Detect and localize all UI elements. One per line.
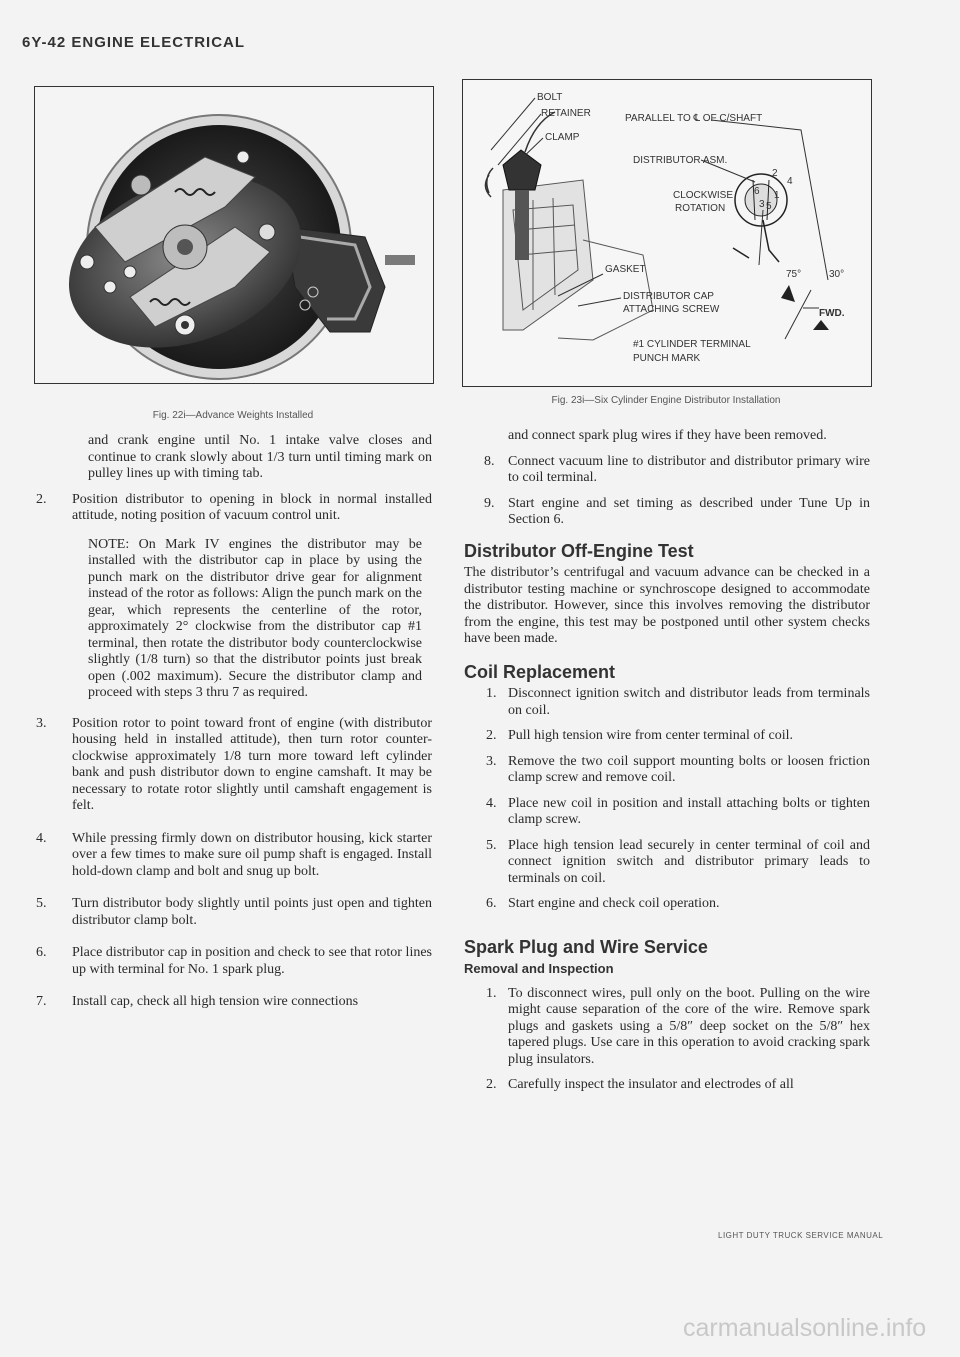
step-number: 5. (486, 837, 497, 853)
step-text: Start engine and set timing as described under Tune Up in Section 6. (508, 495, 870, 527)
step-text: Place new coil in position and install attaching bolts or tighten clamp screw. (508, 795, 870, 827)
step-number: 2. (36, 491, 47, 507)
step-number: 1. (486, 686, 497, 701)
step-number: 4. (486, 795, 497, 811)
step-text: Place high tension lead securely in center terminal of coil and connect ignition switch and distributor primary leads to terminals on coil. (508, 837, 870, 886)
step-text: Pull high tension wire from center terminal of coil. (508, 728, 793, 743)
heading-spark-plug-wire-service: Spark Plug and Wire Service (464, 936, 708, 957)
label-bolt: BOLT (537, 92, 563, 103)
step-text: Install cap, check all high tension wire connections (72, 994, 359, 1009)
advance-weights-illustration (35, 87, 433, 383)
subheading-removal-inspection: Removal and Inspection (464, 961, 614, 976)
label-clamp: CLAMP (545, 132, 580, 143)
step-text: Start engine and check coil operation. (508, 896, 720, 911)
spark-step-2 (464, 1077, 870, 1094)
step-text: Carefully inspect the insulator and electrodes of all (508, 1077, 794, 1092)
step-number: 9. (484, 495, 495, 511)
watermark: carmanualsonline.info (683, 1314, 927, 1342)
figure-caption-distributor-installation: Fig. 23i—Six Cylinder Engine Distributor Installation (551, 395, 781, 406)
step-text: Turn distributor body slightly until points just open and tighten distributor clamp bolt. (72, 896, 432, 928)
label-cap-screw-line1: DISTRIBUTOR CAP (623, 291, 714, 302)
label-rotation: ROTATION (675, 203, 726, 214)
step-6 (36, 945, 432, 978)
step-text: Position rotor to point toward front of engine (with distributor housing held in installed attitude), then turn rotor counter-clockwise approximately 1/8 turn more toward left cylinder bank and push distributor down to engine camshaft. It may be necessary to rotate rotor slightly until camshaft engagement is felt. (72, 715, 432, 813)
step-number: 5. (36, 896, 47, 911)
footer-manual-title: LIGHT DUTY TRUCK SERVICE MANUAL (718, 1231, 884, 1240)
step-text: To disconnect wires, pull only on the boot. Pulling on the wire might cause separation of the core of the wire. Remove spark plugs and gaskets using a 5/8″ deep socket on the 5/8″ hex tapered plugs. Use care in this operation to avoid cracking spark plug insulators. (508, 985, 870, 1067)
spark-step-1 (464, 986, 870, 1069)
step-number: 6. (36, 945, 47, 960)
label-gasket: GASKET (605, 264, 646, 275)
step-number: 8. (484, 453, 495, 469)
coil-step-4 (464, 796, 870, 829)
off-engine-test-text: The distributor’s centrifugal and vacuum advance can be checked in a distributor testing machine or synchroscope designed to accommodate the distributor. However, since this involves removing the distributor from the engine, this test may be postponed until other system checks have been made. (464, 565, 870, 646)
label-cylinder-terminal: #1 CYLINDER TERMINAL (633, 339, 751, 350)
figure-distributor-installation (462, 79, 872, 387)
step-4 (36, 831, 432, 881)
step-8 (464, 454, 870, 487)
step-number: 1. (486, 985, 497, 1001)
label-terminal-3: 3 (759, 199, 765, 210)
step-number: 2. (486, 728, 497, 743)
step-text: Remove the two coil support mounting bolts or loosen friction clamp screw and remove coil. (508, 753, 870, 785)
step-text: Connect vacuum line to distributor and distributor primary wire to coil terminal. (508, 453, 870, 485)
label-terminal-4: 4 (787, 176, 793, 187)
step-text: Position distributor to opening in block in normal installed attitude, noting position of vacuum control unit. (72, 491, 432, 523)
step-number: 3. (36, 715, 47, 731)
heading-coil-replacement: Coil Replacement (464, 661, 616, 682)
label-angle-75: 75° (786, 269, 802, 280)
label-terminal-1: 1 (774, 190, 780, 201)
label-terminal-6: 6 (754, 186, 760, 197)
step-number: 4. (36, 830, 47, 846)
step-3 (36, 716, 432, 815)
coil-step-3 (464, 754, 870, 787)
heading-distributor-off-engine-test: Distributor Off-Engine Test (464, 540, 694, 561)
label-terminal-5: 5 (766, 201, 772, 212)
step-text: Disconnect ignition switch and distributor leads from terminals on coil. (508, 686, 870, 718)
label-parallel: PARALLEL TO ℄ OF C/SHAFT (625, 113, 763, 124)
left-column (36, 433, 432, 1020)
step-5 (36, 896, 432, 929)
label-cap-screw-line2: ATTACHING SCREW (623, 304, 720, 315)
label-clockwise: CLOCKWISE (673, 190, 734, 201)
step-2 (36, 492, 432, 525)
step-text: While pressing firmly down on distributor housing, kick starter over a few times to make sure oil pump shaft is engaged. Install hold-down clamp and bolt and snug up bolt. (72, 830, 432, 879)
label-distributor-asm: DISTRIBUTOR ASM. (633, 155, 728, 166)
page-header: 6Y-42 ENGINE ELECTRICAL (22, 34, 246, 51)
figure-caption-advance-weights: Fig. 22i—Advance Weights Installed (152, 410, 314, 421)
step-text: Place distributor cap in position and check to see that rotor lines up with terminal for No. 1 spark plug. (72, 945, 432, 977)
label-terminal-2: 2 (772, 168, 778, 179)
coil-step-6 (464, 896, 870, 913)
label-punch-mark: PUNCH MARK (633, 353, 701, 364)
step-9 (464, 496, 870, 529)
coil-step-5 (464, 838, 870, 888)
mark-iv-note: NOTE: On Mark IV engines the distributor may be installed with the distributor cap in place by using the punch mark on the distributor drive gear for alignment instead of the rotor as follows: Align the punch mark on the gear, which represents the centerline of the rotor, approximately 2° clockwise from the distributor cap #1 terminal, then rotate the distributor body counterclockwise slightly (1/8 turn) so that the distributor points just break open (.002 maximum). Secure the distributor clamp and proceed with steps 3 thru 7 as required. (88, 536, 422, 700)
step-number: 7. (36, 994, 47, 1009)
label-retainer: RETAINER (541, 108, 591, 119)
step-number: 2. (486, 1077, 497, 1092)
step-number: 6. (486, 896, 497, 911)
coil-step-2 (464, 728, 870, 745)
label-angle-30: 30° (829, 269, 845, 280)
step-number: 3. (486, 753, 497, 769)
label-fwd: FWD. (819, 308, 845, 319)
step1-continuation: and crank engine until No. 1 intake valve closes and continue to crank slowly about 1/3 turn until timing mark on pulley lines up with timing tab. (88, 433, 432, 481)
right-column (464, 428, 870, 1103)
step-7 (36, 994, 432, 1011)
coil-step-1 (464, 686, 870, 719)
step7-continuation: and connect spark plug wires if they have been removed. (508, 428, 827, 443)
figure-advance-weights (34, 86, 434, 384)
